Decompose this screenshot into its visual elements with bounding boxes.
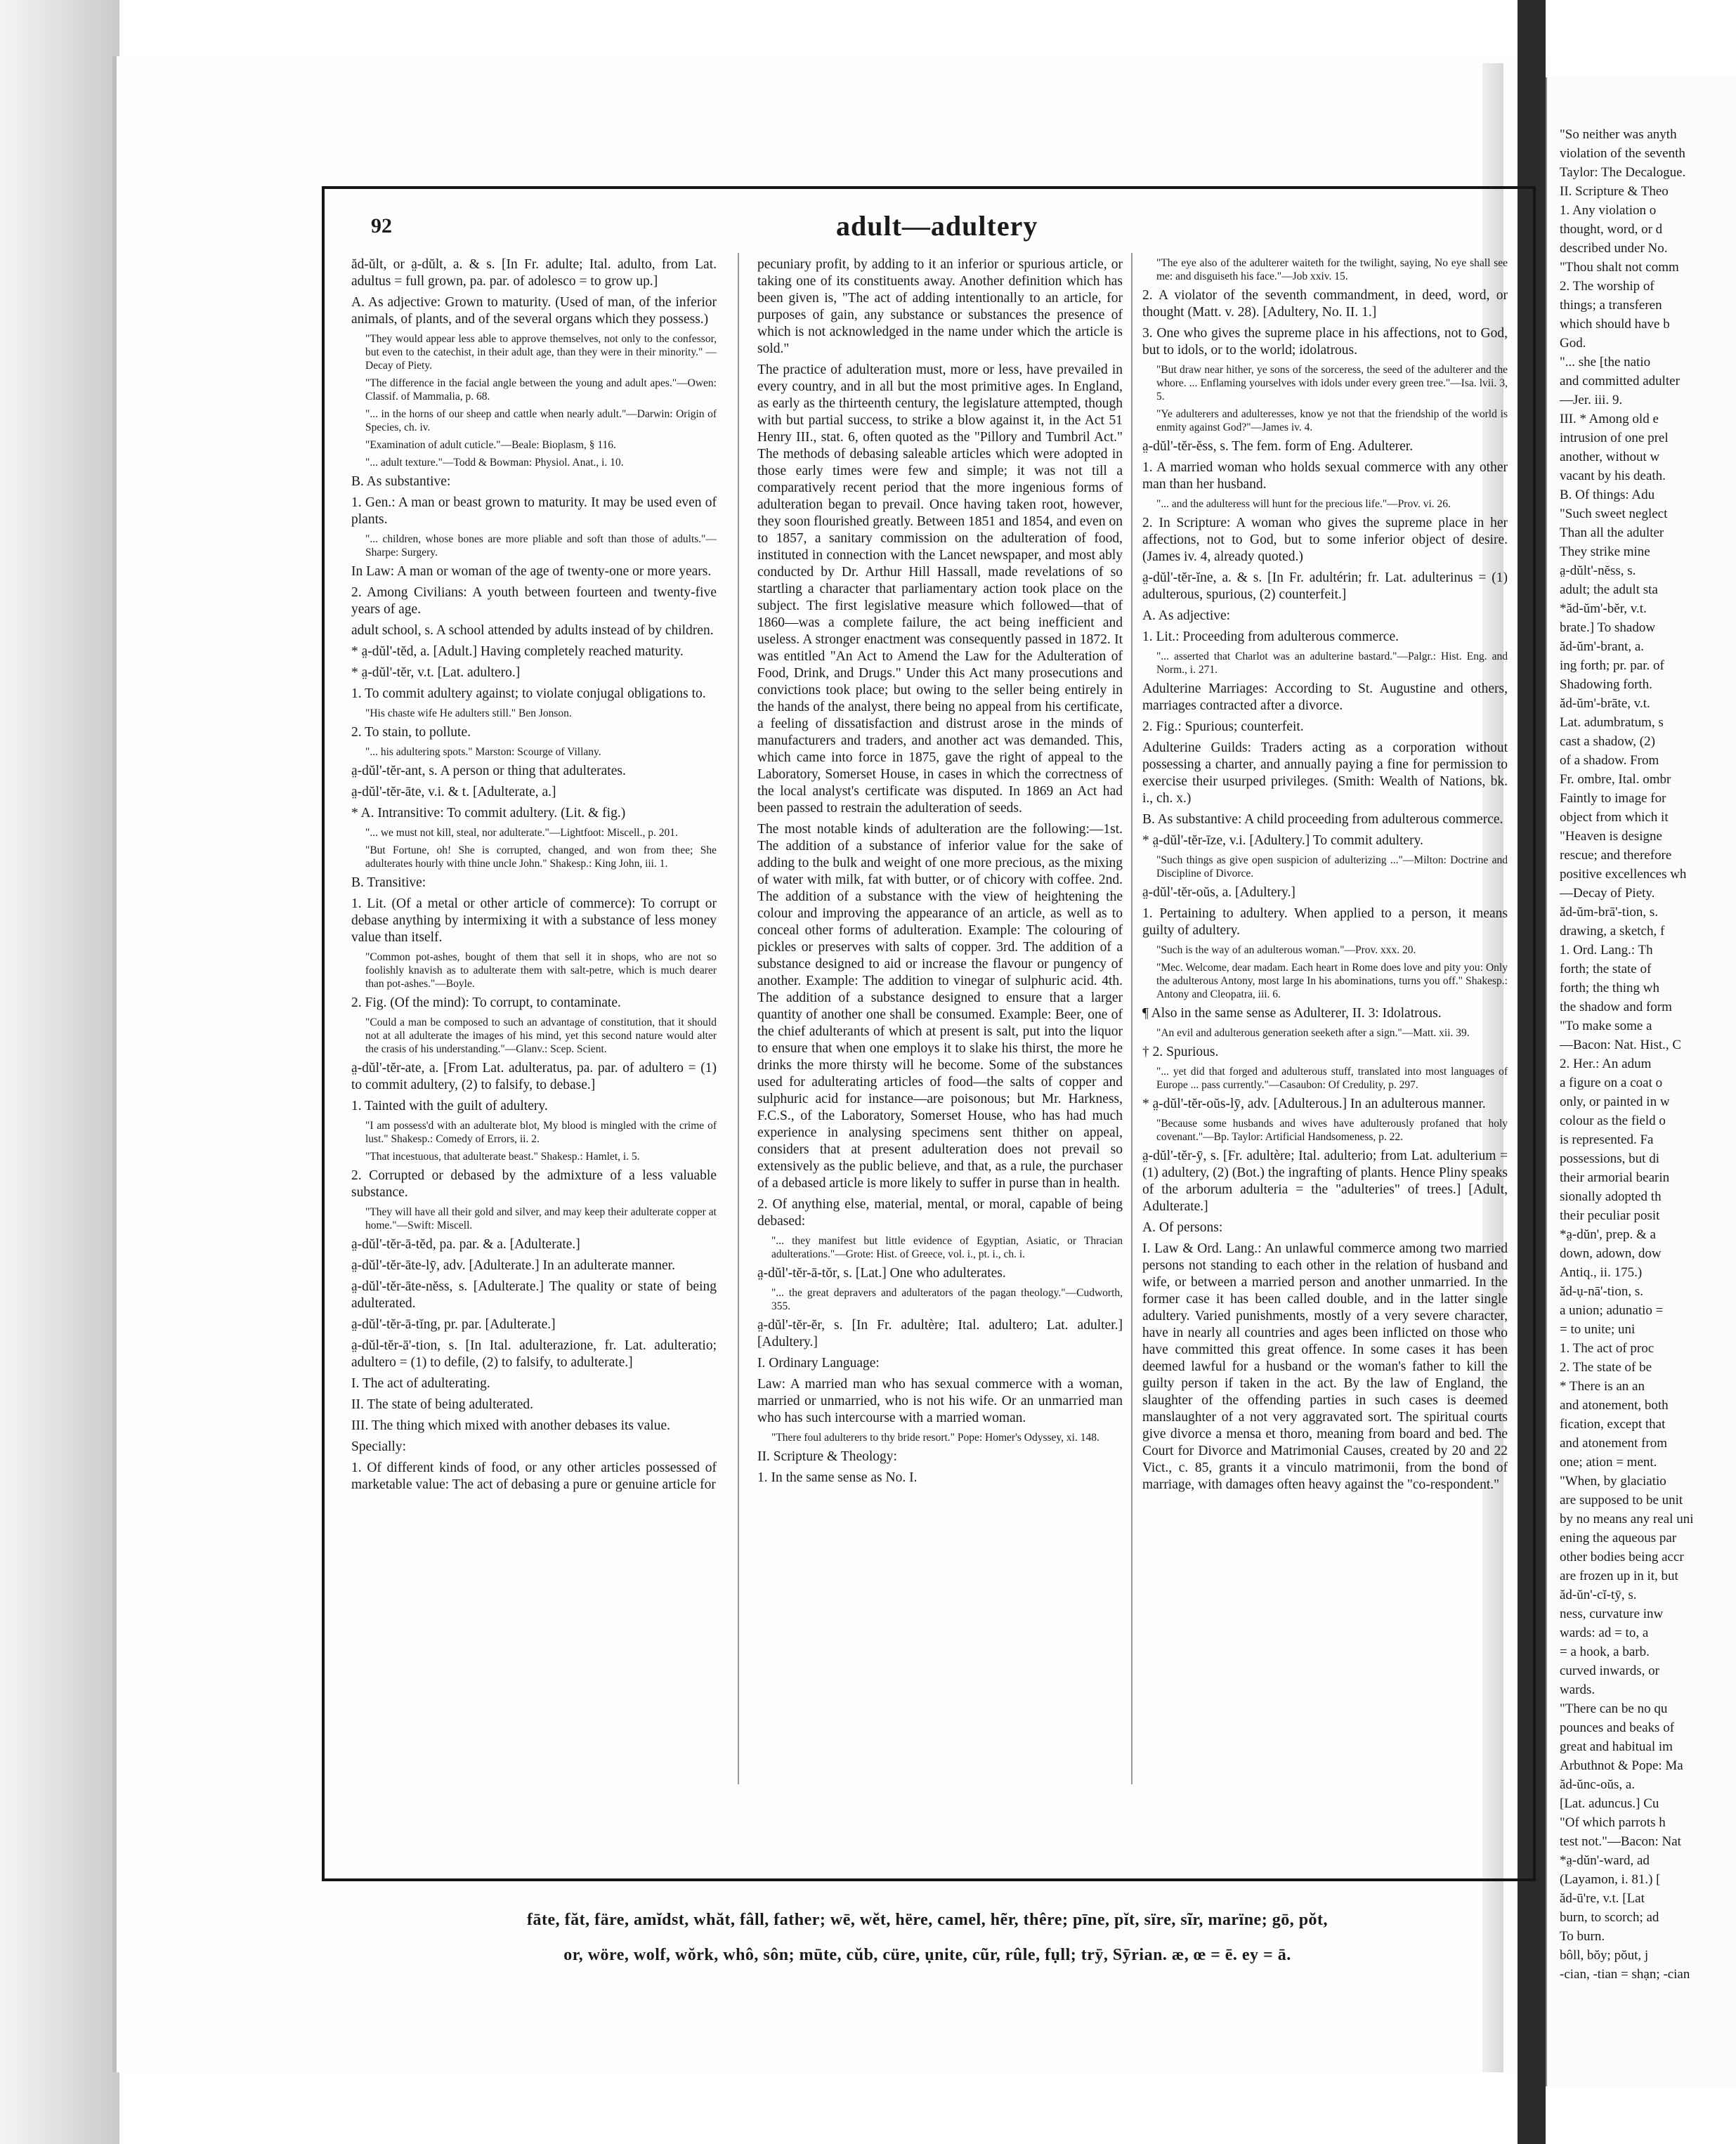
adjacent-page-line: ing forth; pr. par. of: [1560, 658, 1664, 673]
adjacent-page-line: B. Of things: Adu: [1560, 488, 1655, 502]
adjacent-page-line: Shadowing forth.: [1560, 677, 1652, 692]
adjacent-page-line: rescue; and therefore: [1560, 848, 1672, 863]
citation-quote: "... asserted that Charlot was an adulterine bastard."—Palgr.: Hist. Eng. and Norm., i. 271.: [1156, 651, 1508, 676]
adjacent-page-line: and committed adulter: [1560, 374, 1680, 388]
citation-quote: "Common pot-ashes, bought of them that sell it in shops, who are not so foolishly knavish as to adulterate them with salt-petre, which is much dearer than pot-ashes."—Boyle.: [365, 951, 717, 990]
adjacent-page-line: —Bacon: Nat. Hist., C: [1560, 1038, 1682, 1052]
adjacent-page-line: forth; the thing wh: [1560, 981, 1659, 995]
citation-quote: "Ye adulterers and adulteresses, know ye not that the friendship of the world is enmity against God?"—James iv. 4.: [1156, 408, 1508, 433]
adjacent-page-line: ăd-ū're, v.t. [Lat: [1560, 1891, 1645, 1906]
adjacent-page-line: 2. The state of be: [1560, 1360, 1652, 1375]
adjacent-page-line: *a̤-dŭn'-ward, ad: [1560, 1853, 1650, 1868]
adjacent-page-line: ăd-ŭm'-brāte, v.t.: [1560, 696, 1650, 711]
dictionary-entry: A. As adjective:: [1142, 608, 1231, 623]
dictionary-entry: Adulterine Guilds: Traders acting as a corporation without possessing a charter, and annually paying a fine for permission to exercise their usurped privileges. (Smith: Wealth of Nations, bk. i., ch. x.): [1142, 740, 1508, 806]
adjacent-page-line: ăd-ụ-nā'-tion, s.: [1560, 1284, 1643, 1299]
adjacent-page-line: = to unite; uni: [1560, 1322, 1636, 1337]
column-1: [351, 256, 717, 1784]
dictionary-entry: 1. Pertaining to adultery. When applied to a person, it means guilty of adultery.: [1142, 906, 1508, 938]
adjacent-page-line: Antiq., ii. 175.): [1560, 1265, 1643, 1280]
adjacent-page-line: 2. The worship of: [1560, 279, 1655, 294]
dictionary-entry: B. Transitive:: [351, 875, 426, 890]
dictionary-entry: 3. One who gives the supreme place in his affections, not to God, but to idols, or to the world; idolatrous.: [1142, 326, 1508, 358]
adjacent-page-line: "When, by glaciatio: [1560, 1474, 1666, 1489]
dictionary-entry: a̤-dŭl'-tĕr-ā-tĕd, pa. par. & a. [Adulterate.]: [351, 1237, 580, 1252]
citation-quote: "An evil and adulterous generation seeketh after a sign."—Matt. xii. 39.: [1156, 1027, 1470, 1039]
adjacent-page-line: another, without w: [1560, 450, 1660, 464]
dictionary-entry: pecuniary profit, by adding to it an inferior or spurious article, or taking one of its constituents away. Another definition which has been given is, "The act of adding intentionally to an article, for purposes of gain, any substance or substances the presence of which is not acknowledged in the name under which the article is sold.": [757, 257, 1123, 356]
dictionary-entry: a̤-dŭl'-tĕr-ā-tŏr, s. [Lat.] One who adulterates.: [757, 1266, 1006, 1281]
dictionary-entry: * A. Intransitive: To commit adultery. (Lit. & fig.): [351, 806, 626, 821]
dictionary-entry: * a̤-dŭl'-tĕr-oŭs-lȳ, adv. [Adulterous.] In an adulterous manner.: [1142, 1097, 1486, 1111]
adjacent-page-line: wards: ad = to, a: [1560, 1626, 1649, 1640]
dictionary-entry: 2. Corrupted or debased by the admixture of a less valuable substance.: [351, 1168, 717, 1200]
dictionary-entry: a̤-dŭl'-tĕr-ā-tĭng, pr. par. [Adulterate.]: [351, 1317, 556, 1332]
dictionary-entry: I. Law & Ord. Lang.: An unlawful commerce among two married persons not standing to each other in the relation of husband and wife, or between a married person and another unmarried. In the former case it has been called double, and in the latter single adultery. Varied punishments, mostly of a very severe character, have in nearly all countries and ages been inflicted on those who have committed this great offence. In some cases it has been deemed lawful for a husband or the woman's father to kill the guilty person if taken in the act. By the law of England, the slaughter of the offending parties in such cases is deemed manslaughter of a not very aggravated sort. The spiritual courts give divorce a mensa et thoro, meaning from board and bed. The Court for Divorce and Matrimonial Causes, created by 20 and 22 Vict., c. 85, grants it a vinculo matrimonii, from the bond of marriage, with damages often heavy against the "co-respondent.": [1142, 1241, 1508, 1492]
adjacent-page-line: one; ation = ment.: [1560, 1455, 1657, 1470]
adjacent-page-line: Than all the adulter: [1560, 525, 1664, 540]
dictionary-entry: 1. Gen.: A man or beast grown to maturity. It may be used even of plants.: [351, 495, 717, 527]
adjacent-page-line: "So neither was anyth: [1560, 127, 1677, 142]
column-rule-1: [738, 253, 739, 1784]
adjacent-page-line: Taylor: The Decalogue.: [1560, 165, 1686, 180]
citation-quote: "... adult texture."—Todd & Bowman: Physiol. Anat., i. 10.: [365, 457, 624, 469]
dictionary-entry: Law: A married man who has sexual commerce with a woman, married or unmarried, who is not his wife. Or an unmarried man who has such intercourse with a married woman.: [757, 1377, 1123, 1425]
dictionary-entry: Specially:: [351, 1439, 406, 1454]
adjacent-page-line: bôll, bŏy; pŏut, j: [1560, 1948, 1649, 1963]
dictionary-entry: 1. Tainted with the guilt of adultery.: [351, 1099, 548, 1113]
dictionary-entry: 2. Of anything else, material, mental, or moral, capable of being debased:: [757, 1197, 1123, 1229]
dictionary-entry: 2. Fig. (Of the mind): To corrupt, to contaminate.: [351, 995, 621, 1010]
dictionary-entry: * a̤-dŭl'-tĕr-īze, v.i. [Adultery.] To commit adultery.: [1142, 833, 1423, 848]
dictionary-entry: A. Of persons:: [1142, 1220, 1223, 1235]
dictionary-entry: a̤-dŭl'-tĕr-āte, v.i. & t. [Adulterate, a.]: [351, 785, 556, 799]
citation-quote: "Mec. Welcome, dear madam. Each heart in Rome does love and pity you: Only the adulterous Antony, most large In his abominations, turns you off." Shakesp.: Antony and Cleopatra, iii. 6.: [1156, 962, 1508, 1000]
dictionary-entry: a̤-dŭl-tĕr-ā'-tion, s. [In Ital. adulterazione, fr. Lat. adulteratio; adultero = (1) to defile, (2) to falsify, to adulterate.]: [351, 1338, 717, 1370]
adjacent-page-line: —Jer. iii. 9.: [1560, 393, 1623, 407]
adjacent-page-line: ness, curvature inw: [1560, 1607, 1664, 1621]
adjacent-page-line: violation of the seventh: [1560, 146, 1685, 161]
adjacent-page-line: a figure on a coat o: [1560, 1076, 1663, 1090]
dictionary-entry: 1. Of different kinds of food, or any other articles possessed of marketable value: The act of debasing a pure or genuine article for: [351, 1460, 717, 1492]
adjacent-page-line: —Decay of Piety.: [1560, 886, 1655, 901]
adjacent-page-line: "... she [the natio: [1560, 355, 1651, 370]
adjacent-page-line: positive excellences wh: [1560, 867, 1687, 882]
adjacent-page-line: God.: [1560, 336, 1586, 351]
adjacent-page-line: and atonement from: [1560, 1436, 1668, 1451]
citation-quote: "They would appear less able to approve themselves, not only to the confessor, but even to the catechist, in their adult age, than they were in their minority." —Decay of Piety.: [365, 333, 717, 372]
adjacent-page-line: ăd-ŭm-brā'-tion, s.: [1560, 905, 1659, 920]
dictionary-entry: 1. A married woman who holds sexual commerce with any other man than her husband.: [1142, 460, 1508, 492]
citation-quote: "Such is the way of an adulterous woman."—Prov. xxx. 20.: [1156, 944, 1416, 956]
adjacent-page-line: a̤-dŭlt'-nĕss, s.: [1560, 563, 1636, 578]
dictionary-entry: A. As adjective: Grown to maturity. (Used of man, of the inferior animals, of plants, and of the several organs which they possess.): [351, 295, 717, 327]
dictionary-entry: 1. Lit.: Proceeding from adulterous commerce.: [1142, 629, 1399, 644]
dictionary-entry: * a̤-dŭl'-tĕr, v.t. [Lat. adultero.]: [351, 665, 521, 680]
dictionary-entry: a̤-dŭl'-tĕr-āte-lȳ, adv. [Adulterate.] In an adulterate manner.: [351, 1258, 675, 1273]
adjacent-page-line: [Lat. aduncus.] Cu: [1560, 1796, 1659, 1811]
adjacent-page-line: 1. The act of proc: [1560, 1341, 1655, 1356]
adjacent-page-line: II. Scripture & Theo: [1560, 184, 1669, 199]
citation-quote: "... his adultering spots." Marston: Scourge of Villany.: [365, 746, 601, 758]
column-rule-2: [1131, 253, 1133, 1784]
adjacent-page-line: "Thou shalt not comm: [1560, 260, 1679, 275]
citation-quote: "I am possess'd with an adulterate blot, My blood is mingled with the crime of lust." Shakesp.: Comedy of Errors, ii. 2.: [365, 1120, 717, 1145]
column-2: [757, 256, 1123, 1784]
adjacent-page-line: other bodies being accr: [1560, 1550, 1684, 1564]
dictionary-entry: 2. A violator of the seventh commandment, in deed, word, or thought (Matt. v. 28). [Adultery, No. II. 1.]: [1142, 288, 1508, 320]
adjacent-page-line: Fr. ombre, Ital. ombr: [1560, 772, 1671, 787]
adjacent-page-line: cast a shadow, (2): [1560, 734, 1655, 749]
adjacent-page-line: object from which it: [1560, 810, 1669, 825]
citation-quote: "... children, whose bones are more pliable and soft than those of adults."—Sharpe: Surgery.: [365, 533, 717, 558]
citation-quote: "The eye also of the adulterer waiteth for the twilight, saying, No eye shall see me: and disguiseth his face."—Job xxiv. 15.: [1156, 257, 1508, 282]
dictionary-entry: a̤-dŭl'-tĕr-ȳ, s. [Fr. adultère; Ital. adulterio; from Lat. adulterium = (1) adultery, (2) (Bot.) the ingrafting of plants. Hence Pliny speaks of the arborum adulteria = the "adulteries" of trees.] [Adult, Adulterate.]: [1142, 1149, 1508, 1214]
adjacent-page: [1546, 77, 1736, 2086]
dictionary-entry: In Law: A man or woman of the age of twenty-one or more years.: [351, 564, 712, 579]
dictionary-entry: 2. Among Civilians: A youth between fourteen and twenty-five years of age.: [351, 585, 717, 617]
adjacent-page-line: their peculiar posit: [1560, 1208, 1660, 1223]
dictionary-entry: ¶ Also in the same sense as Adulterer, II. 3: Idolatrous.: [1142, 1006, 1442, 1021]
dictionary-entry: a̤-dŭl'-tĕr-ant, s. A person or thing that adulterates.: [351, 764, 626, 778]
dictionary-entry: II. Scripture & Theology:: [757, 1449, 897, 1464]
dictionary-entry: I. Ordinary Language:: [757, 1356, 880, 1371]
adjacent-page-line: adult; the adult sta: [1560, 582, 1658, 597]
citation-quote: "His chaste wife He adulters still." Ben Jonson.: [365, 707, 572, 719]
adjacent-page-line: wards.: [1560, 1682, 1595, 1697]
dictionary-entry: II. The state of being adulterated.: [351, 1397, 533, 1412]
adjacent-page-line: (Layamon, i. 81.) [: [1560, 1872, 1661, 1887]
dictionary-entry: a̤-dŭl'-tĕr-āte-nĕss, s. [Adulterate.] The quality or state of being adulterated.: [351, 1279, 717, 1311]
dictionary-entry: Adulterine Marriages: According to St. Augustine and others, marriages contracted after a divorce.: [1142, 681, 1508, 713]
dictionary-entry: III. The thing which mixed with another debases its value.: [351, 1418, 670, 1433]
adjacent-page-line: described under No.: [1560, 241, 1668, 256]
citation-quote: "But draw near hither, ye sons of the sorceress, the seed of the adulterer and the whore. ... Enflaming yourselves with idols under every green tree."—Isa. lvii. 3, 5.: [1156, 364, 1508, 403]
adjacent-page-line: ăd-ŭm'-brant, a.: [1560, 639, 1645, 654]
adjacent-page-line: by no means any real uni: [1560, 1512, 1694, 1527]
citation-quote: "There foul adulterers to thy bride resort." Pope: Homer's Odyssey, xi. 148.: [771, 1432, 1099, 1444]
adjacent-page-line: a union; adunatio =: [1560, 1303, 1664, 1318]
citation-quote: "... in the horns of our sheep and cattle when nearly adult."—Darwin: Origin of Species, ch. iv.: [365, 408, 717, 433]
citation-quote: "The difference in the facial angle between the young and adult apes."—Owen: Classif. of Mammalia, p. 68.: [365, 377, 717, 403]
adjacent-page-line: III. * Among old e: [1560, 412, 1659, 426]
dictionary-entry: 1. In the same sense as No. I.: [757, 1470, 918, 1485]
adjacent-page-line: pounces and beaks of: [1560, 1720, 1675, 1735]
dictionary-entry: 2. To stain, to pollute.: [351, 725, 471, 740]
dictionary-entry: The practice of adulteration must, more or less, have prevailed in every country, and in all but the most primitive ages. In England, as early as the thirteenth century, the legislature attempted, though with but partial success, to strike a blow against it, in the Act 51 Henry III., stat. 6, often quoted as the "Pillory and Tumbril Act." The methods of debasing saleable articles which were adopted in those early times were few and simple; it was not till a comparatively recent period that the more ingenious forms of adulteration began to prevail. Once having taken root, however, they soon flourished greatly. Between 1851 and 1854, and even on to 1857, a sanitary commission on the adulteration of food, instituted in connection with the Lancet newspaper, and most ably conducted by Dr. Arthur Hill Hassall, made revelations of so startling a character that parliamentary action took place on the subject. The first legislative measure which followed—that of 1860—was a complete failure, the act being inefficient and useless. A stronger enactment was consequently passed in 1872. It was entitled "An Act to Amend the Law for the Adulteration of Food, Drink, and Drugs." Under this Act many prosecutions and convictions took place; but owing to the seller being entirely in the hands of the analyst, there being no appeal from his certificate, a feeling of dissatisfaction and distrust arose in the minds of manufacturers and traders, and another act was demanded. This, which came into force in 1875, gave the right of appeal to the Laboratory, Somerset House, in cases in which the correctness of the local analyst's certificate was disputed. In 1869 an Act had been passed to restrain the adulteration of seeds.: [757, 362, 1123, 816]
adjacent-page-line: ăd-ŭn'-cĭ-tȳ, s.: [1560, 1588, 1637, 1602]
adjacent-page-line: * There is an an: [1560, 1379, 1645, 1394]
adjacent-page-line: intrusion of one prel: [1560, 431, 1669, 445]
adjacent-page-line: is represented. Fa: [1560, 1132, 1654, 1147]
adjacent-page-line: possessions, but di: [1560, 1151, 1659, 1166]
dictionary-entry: * a̤-dŭl'-tĕd, a. [Adult.] Having completely reached maturity.: [351, 644, 684, 659]
dictionary-entry: a̤-dŭl'-tĕr-ĕss, s. The fem. form of Eng. Adulterer.: [1142, 439, 1414, 454]
dictionary-entry: 1. To commit adultery against; to violate conjugal obligations to.: [351, 686, 706, 701]
dictionary-entry: 2. In Scripture: A woman who gives the supreme place in her affections, not to God, but to some inferior object of desire. (James iv. 4, already quoted.): [1142, 516, 1508, 564]
adjacent-page-line: "Of which parrots h: [1560, 1815, 1666, 1830]
dictionary-entry: a̤-dŭl'-tĕr-oŭs, a. [Adultery.]: [1142, 885, 1296, 900]
citation-quote: "... the great depravers and adulterators of the pagan theology."—Cudworth, 355.: [771, 1287, 1123, 1312]
adjacent-page-line: To burn.: [1560, 1929, 1605, 1944]
adjacent-page-line: "Such sweet neglect: [1560, 506, 1668, 521]
citation-quote: "But Fortune, oh! She is corrupted, changed, and won from thee; She adulterates hourly with thine uncle John." Shakesp.: King John, iii. 1.: [365, 844, 717, 870]
adjacent-page-line: and atonement, both: [1560, 1398, 1669, 1413]
adjacent-page-line: ăd-ŭnc-oŭs, a.: [1560, 1777, 1636, 1792]
adjacent-page-line: great and habitual im: [1560, 1739, 1673, 1754]
citation-quote: "Examination of adult cuticle."—Beale: Bioplasm, § 116.: [365, 439, 616, 451]
adjacent-page-line: test not."—Bacon: Nat: [1560, 1834, 1681, 1849]
adjacent-page-line: Faintly to image for: [1560, 791, 1666, 806]
pronunciation-key-line-1: fāte, făt, färe, amĭdst, whăt, fâll, father; wē, wĕt, hëre, camel, hẽr, thêre; pīne, pĭt, sïre, sĩr, marïne; gō, pŏt,: [526, 1911, 1329, 1929]
column-3: [1142, 256, 1508, 1784]
adjacent-page-line: *a̤-dŭn', prep. & a: [1560, 1227, 1656, 1242]
dictionary-entry: adult school, s. A school attended by adults instead of by children.: [351, 623, 714, 638]
dictionary-entry: B. As substantive: A child proceeding from adulterous commerce.: [1142, 812, 1503, 827]
dictionary-entry: a̤-dŭl'-tĕr-ate, a. [From Lat. adulteratus, pa. par. of adultero = (1) to commit adultery, (2) to falsify, to debase.]: [351, 1061, 717, 1092]
adjacent-page-line: Lat. adumbratum, s: [1560, 715, 1664, 730]
citation-quote: "Because some husbands and wives have adulterously profaned that holy covenant."—Bp. Taylor: Artificial Handsomeness, p. 22.: [1156, 1118, 1508, 1143]
citation-quote: "Could a man be composed to such an advantage of constitution, that it should not at all adulterate the images of his mind, yet this second nature would alter the crasis of his understanding."—Glanv.: Scep. Scient.: [365, 1017, 717, 1055]
dictionary-entry: a̤-dŭl'-tĕr-ĕr, s. [In Fr. adultère; Ital. adultero; Lat. adulter.] [Adultery.]: [757, 1318, 1123, 1349]
adjacent-page-line: things; a transferen: [1560, 298, 1662, 313]
adjacent-page-line: "Heaven is designe: [1560, 829, 1662, 844]
adjacent-page-line: only, or painted in w: [1560, 1094, 1670, 1109]
dictionary-entry: The most notable kinds of adulteration are the following:—1st. The addition of a substance of inferior value for the sake of adding to the bulk and weight of one more precious, as the mixing of water with milk, fat with butter, or of chicory with coffee. 2nd. The addition of a substance with the view of heightening the colour and improving the appearance of an article, as well as to conceal other forms of adulteration. Example: The colouring of pickles or preserves with salts of copper. 3rd. The addition of a substance designed to aid or increase the flavour or pungency of another. Example: The addition to vinegar of sulphuric acid. 4th. The addition of a substance designed to ensure that a larger quantity of another one shall be consumed. Example: Beer, one of the chief adulterants of which at present is salt, put into the liquor to ensure that when one employs it to slake his thirst, the more he drinks the more thirsty will he become. Some of the substances used for adulterating articles of food—the salts of copper and sulphuric acid for instance—are poisonous; but Mr. Harkness, F.C.S., of the Laboratory, Somerset House, who has had much experience in analysing specimens sent thither on appeal, considers that at present adulteration does not prevail so extensively as the public believe, and that, as a rule, the purchaser of a debased article is more likely to suffer in purse than in health.: [757, 822, 1123, 1191]
adjacent-page-line: fication, except that: [1560, 1417, 1666, 1432]
adjacent-page-line: which should have b: [1560, 317, 1670, 332]
adjacent-page-line: They strike mine: [1560, 544, 1650, 559]
adjacent-page-line: burn, to scorch; ad: [1560, 1910, 1659, 1925]
adjacent-page-line: their armorial bearin: [1560, 1170, 1670, 1185]
adjacent-page-line: are frozen up in it, but: [1560, 1569, 1678, 1583]
dictionary-entry: a̤-dŭl'-tĕr-ĭne, a. & s. [In Fr. adultérin; fr. Lat. adulterinus = (1) adulterous, spurious, (2) counterfeit.]: [1142, 570, 1508, 602]
adjacent-page-line: drawing, a sketch, f: [1560, 924, 1665, 939]
citation-quote: "... and the adulteress will hunt for the precious life."—Prov. vi. 26.: [1156, 498, 1451, 510]
book-gutter: [0, 0, 119, 2144]
adjacent-page-line: forth; the state of: [1560, 962, 1652, 976]
adjacent-page-line: sionally adopted th: [1560, 1189, 1662, 1204]
page-number: 92: [371, 214, 392, 237]
adjacent-page-line: vacant by his death.: [1560, 469, 1666, 483]
adjacent-page-line: 1. Ord. Lang.: Th: [1560, 943, 1653, 957]
adjacent-page-line: colour as the field o: [1560, 1113, 1666, 1128]
citation-quote: "... they manifest but little evidence of Egyptian, Asiatic, or Thracian adulterations."—Grote: Hist. of Greece, vol. i., pt. i., ch. i.: [771, 1235, 1123, 1260]
running-head: adult—adultery: [836, 210, 1038, 242]
adjacent-page-line: 1. Any violation o: [1560, 203, 1657, 218]
adjacent-page-line: Arbuthnot & Pope: Ma: [1560, 1758, 1683, 1773]
adjacent-page-line: *ăd-ŭm'-bĕr, v.t.: [1560, 601, 1647, 616]
dictionary-entry: B. As substantive:: [351, 474, 451, 489]
adjacent-page-line: = a hook, a barb.: [1560, 1645, 1650, 1659]
citation-quote: "... yet did that forged and adulterous stuff, translated into most languages of Europe ... pass currently."—Casaubon: Of Credulity, p. 297.: [1156, 1066, 1508, 1091]
citation-quote: "Such things as give open suspicion of adulterizing ..."—Milton: Doctrine and Discipline of Divorce.: [1156, 854, 1508, 880]
adjacent-page-line: curved inwards, or: [1560, 1663, 1659, 1678]
adjacent-page-line: of a shadow. From: [1560, 753, 1659, 768]
adjacent-page-line: 2. Her.: An adum: [1560, 1057, 1652, 1071]
adjacent-page-line: are supposed to be unit: [1560, 1493, 1683, 1508]
adjacent-page-line: -cian, -tian = shạn; -cian: [1560, 1967, 1690, 1982]
citation-quote: "... we must not kill, steal, nor adulterate."—Lightfoot: Miscell., p. 201.: [365, 827, 678, 839]
dictionary-entry: † 2. Spurious.: [1142, 1045, 1219, 1059]
adjacent-page-line: "To make some a: [1560, 1019, 1652, 1033]
dictionary-entry: 1. Lit. (Of a metal or other article of commerce): To corrupt or debase anything by intermixing it with a substance of less money value than itself.: [351, 896, 717, 945]
citation-quote: "They will have all their gold and silver, and may keep their adulterate copper at home."—Swift: Miscell.: [365, 1206, 717, 1231]
adjacent-page-line: down, adown, dow: [1560, 1246, 1662, 1261]
citation-quote: "That incestuous, that adulterate beast." Shakesp.: Hamlet, i. 5.: [365, 1151, 640, 1163]
pronunciation-key-line-2: or, wöre, wolf, wŏrk, whô, sôn; mūte, cŭb, cüre, ụnite, cũr, rûle, fụll; trȳ, Sȳrian. æ, œ = ē. ey = ā.: [563, 1946, 1291, 1964]
adjacent-page-line: "There can be no qu: [1560, 1701, 1668, 1716]
adjacent-page-line: ening the aqueous par: [1560, 1531, 1677, 1545]
dictionary-entry: I. The act of adulterating.: [351, 1376, 490, 1391]
adjacent-page-line: brate.] To shadow: [1560, 620, 1656, 635]
adjacent-page-line: thought, word, or d: [1560, 222, 1663, 237]
dictionary-entry: 2. Fig.: Spurious; counterfeit.: [1142, 719, 1304, 734]
dictionary-entry: ăd-ŭlt, or a̤-dŭlt, a. & s. [In Fr. adulte; Ital. adulto, from Lat. adultus = full grown, pa. par. of adolesco = to grow up.]: [351, 257, 717, 289]
adjacent-page-line: the shadow and form: [1560, 1000, 1672, 1014]
